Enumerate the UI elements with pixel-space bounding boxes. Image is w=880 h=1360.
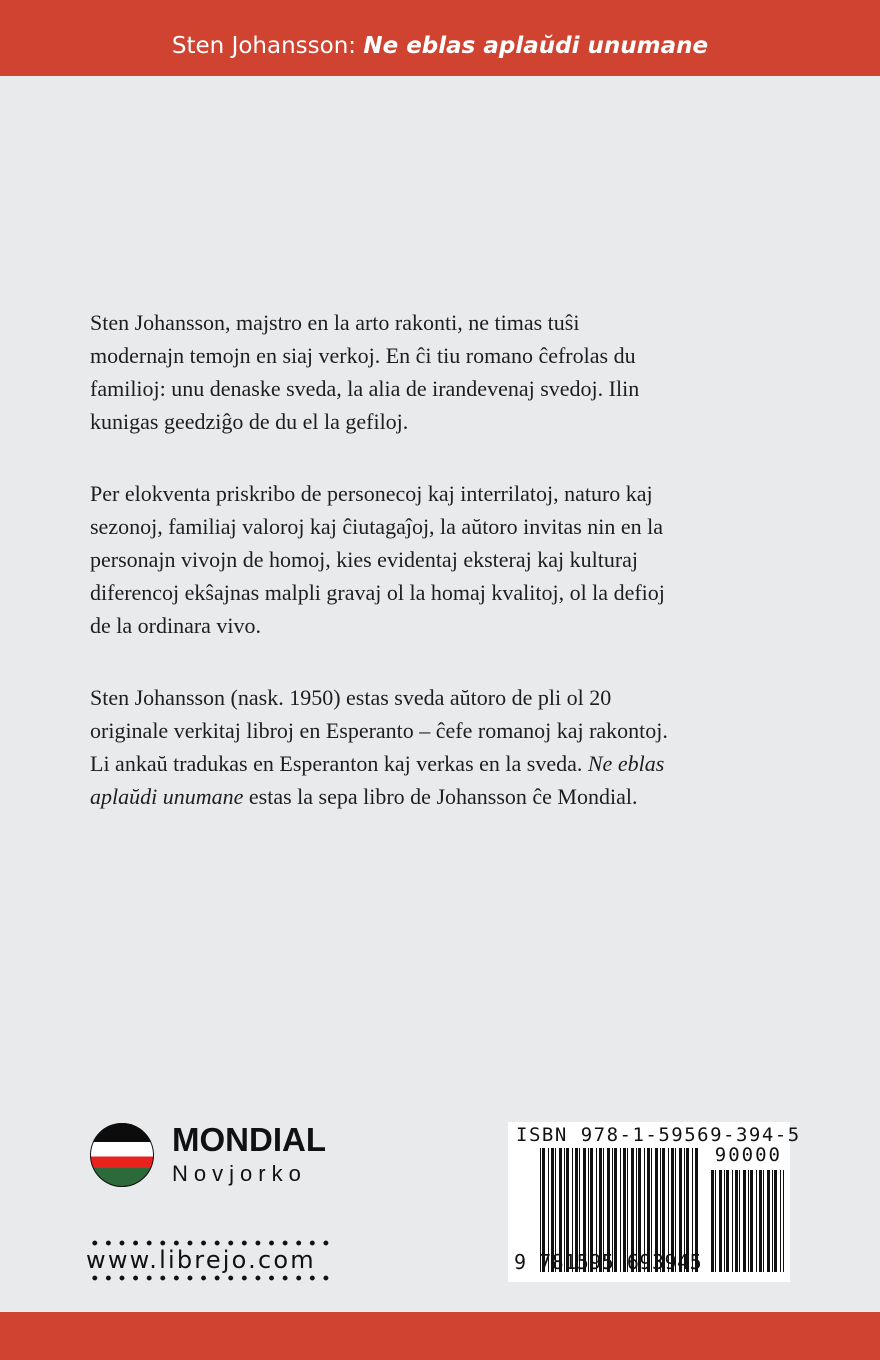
blurb — [90, 306, 850, 852]
blurb-paragraph-3 — [90, 681, 850, 813]
text-segment: Li ankaŭ tradukas en Esperanton kaj verkas en la sveda. — [90, 751, 588, 776]
publisher-city: Novjorko — [172, 1161, 307, 1186]
barcode-bar — [739, 1170, 740, 1272]
text-line: Sten Johansson, majstro en la arto rakonti, ne timas tuŝi — [90, 310, 580, 335]
text-line: Sten Johansson (nask. 1950) estas sveda aŭtoro de pli ol 20 — [90, 685, 612, 710]
text-line: originale verkitaj libroj en Esperanto – ĉefe romanoj kaj rakontoj. — [90, 718, 668, 743]
cover-title-bar — [0, 0, 880, 76]
bottom-bar — [0, 1312, 880, 1360]
dotted-divider — [88, 1275, 332, 1281]
title-italic: Ne eblas — [587, 751, 665, 776]
isbn-text: ISBN 978-1-59569-394-5 — [516, 1124, 801, 1146]
text-line: familioj: unu denaske sveda, la alia de irandevenaj svedoj. Ilin — [90, 376, 640, 401]
isbn-barcode — [508, 1122, 801, 1282]
text-line — [90, 780, 850, 813]
text-segment: estas la sepa libro de Johansson ĉe Mondial. — [243, 784, 638, 809]
barcode-bar — [715, 1170, 716, 1272]
barcode-bar — [743, 1170, 746, 1272]
barcode-bar — [767, 1170, 770, 1272]
barcode-bar — [783, 1170, 784, 1272]
text-line: diferencoj ekŝajnas malpli gravaj ol la homaj kvalitoj, ol la defioj — [90, 580, 665, 605]
barcode-bar — [763, 1170, 764, 1272]
text-line: kunigas geedziĝo de du el la gefiloj. — [90, 409, 409, 434]
text-line: de la ordinara vivo. — [90, 613, 262, 638]
blurb-paragraph-1 — [90, 306, 850, 438]
barcode-bar — [735, 1170, 738, 1272]
barcode-bar — [772, 1170, 773, 1272]
barcode-bar — [732, 1170, 733, 1272]
blurb-paragraph-2 — [90, 477, 850, 642]
barcode-bar — [719, 1170, 722, 1272]
text-line: sezonoj, familiaj valoroj kaj ĉiutagaĵoj, la aŭtoro invitas nin en la — [90, 514, 664, 539]
text-line: personajn vivojn de homoj, kies evidentaj eksteraj kaj kulturaj — [90, 547, 639, 572]
price-code: 90000 — [714, 1144, 782, 1166]
globe-logo-icon — [90, 1123, 154, 1187]
barcode-bar — [724, 1170, 725, 1272]
barcode-bar — [748, 1170, 749, 1272]
book-title: Ne eblas aplaŭdi unumane — [363, 33, 709, 59]
publisher-name: MONDIAL — [172, 1121, 326, 1158]
author-name: Sten Johansson: — [171, 33, 357, 59]
publisher-url: www.librejo.com — [86, 1246, 316, 1274]
text-line — [90, 747, 850, 780]
barcode-bar — [726, 1170, 729, 1272]
text-line: modernajn temojn en siaj verkoj. En ĉi tiu romano ĉefrolas du — [90, 343, 636, 368]
ean-digits: 9 781595 693945 — [514, 1250, 703, 1274]
barcode-bar — [759, 1170, 762, 1272]
barcode-bar — [711, 1170, 714, 1272]
text-line: Per elokventa priskribo de personecoj kaj interrilatoj, naturo kaj — [90, 481, 653, 506]
title-italic: aplaŭdi unumane — [90, 784, 244, 809]
barcode-bar — [750, 1170, 753, 1272]
barcode-bar — [756, 1170, 757, 1272]
barcode-bar — [780, 1170, 781, 1272]
barcode-bar — [774, 1170, 777, 1272]
